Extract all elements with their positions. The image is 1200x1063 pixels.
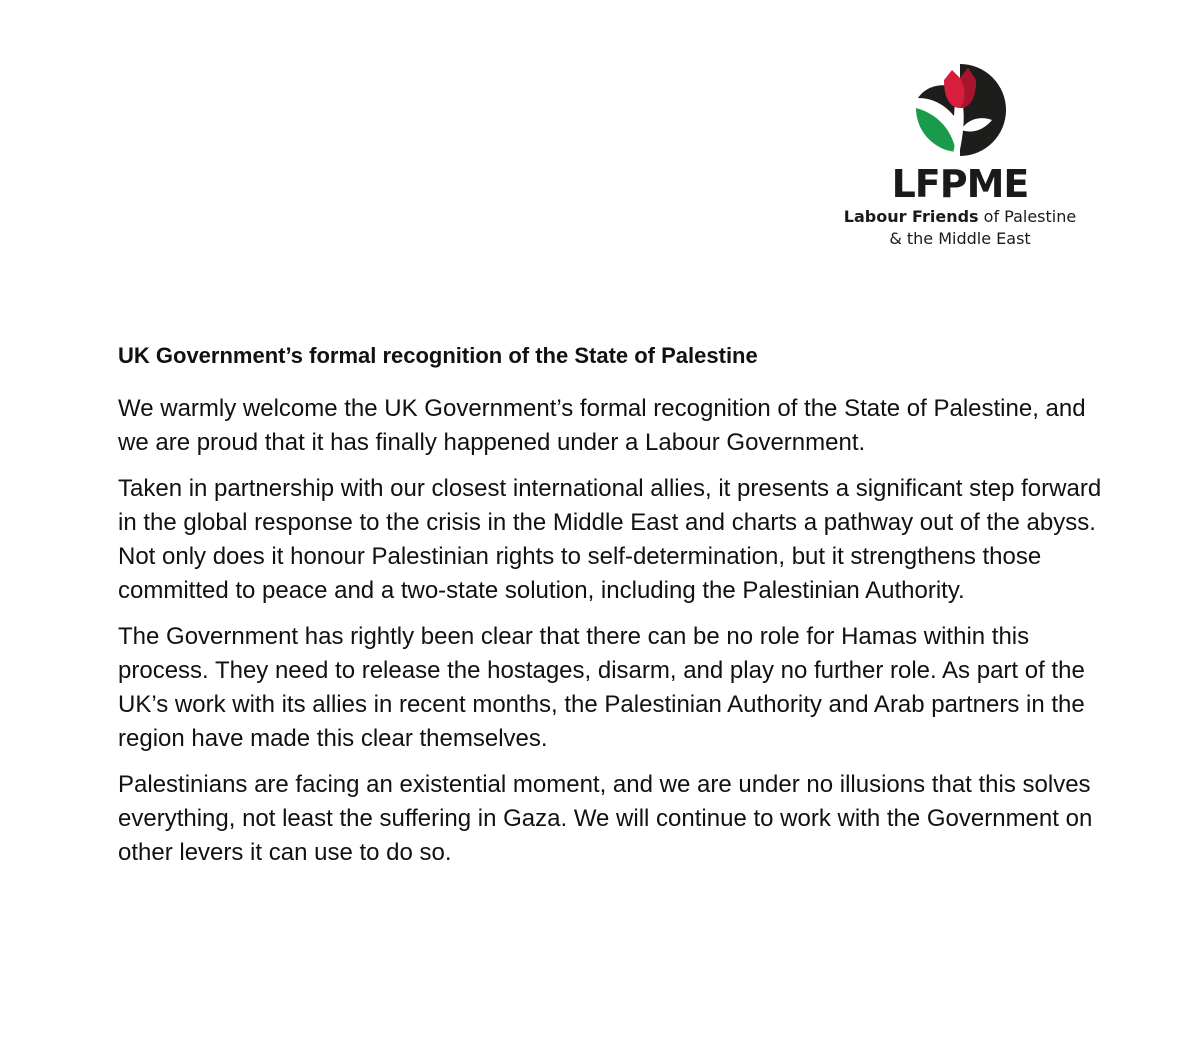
emblem-green-leaf xyxy=(916,108,956,152)
statement-body xyxy=(118,342,1118,882)
statement-paragraph-3: The Government has rightly been clear that there can be no role for Hamas within this process. They need to release the hostages, disarm, and play no further role. As part of the UK’s work with its allies in recent months, the Palestinian Authority and Arab partners in the region have made this clear themselves. xyxy=(118,623,1085,752)
logo-tagline-rest: of Palestine xyxy=(978,207,1077,226)
emblem-stem xyxy=(956,106,961,154)
logo-tagline-line2: & the Middle East xyxy=(889,229,1031,248)
lfpme-logo xyxy=(830,58,1090,250)
logo-acronym: LFPME xyxy=(891,162,1029,206)
logo-tagline-line1 xyxy=(830,206,1090,228)
statement-title: UK Government’s formal recognition of the State of Palestine xyxy=(118,343,758,368)
statement-paragraph-4: Palestinians are facing an existential moment, and we are under no illusions that this solves everything, not least the suffering in Gaza. We will continue to work with the Government on other levers it can use to do so. xyxy=(118,771,1093,866)
statement-paragraph-1: We warmly welcome the UK Government’s formal recognition of the State of Palestine, and we are proud that it has finally happened under a Labour Government. xyxy=(118,395,1086,456)
logo-tagline-bold: Labour Friends xyxy=(843,207,979,226)
rose-emblem-icon xyxy=(912,58,1008,156)
statement-paragraph-2: Taken in partnership with our closest international allies, it presents a significant step forward in the global response to the crisis in the Middle East and charts a pathway out of the abyss. Not only does it honour Palestinian rights to self-determination, but it strengthens those committed to peace and a two-state solution, including the Palestinian Authority. xyxy=(118,475,1102,604)
